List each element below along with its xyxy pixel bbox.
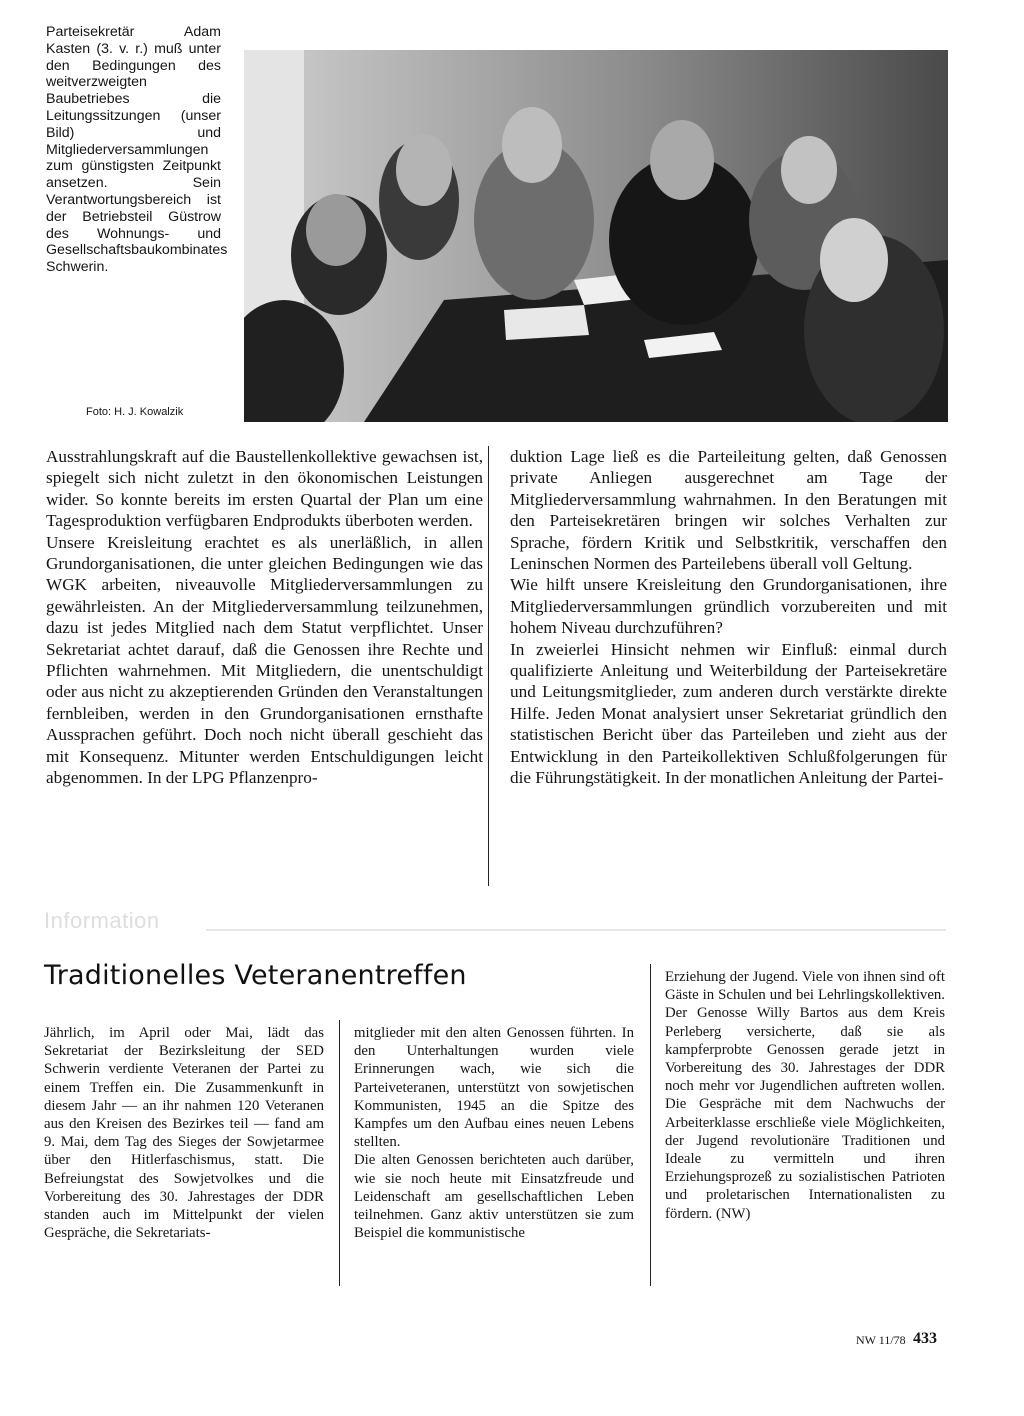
photo-credit: Foto: H. J. Kowalzik (86, 406, 184, 418)
photo-caption: Parteisekretär Adam Kasten (3. v. r.) muß unter den Bedingungen des weitverzweigten Baubetriebes die Leitungssitzungen (unser Bild) und Mitgliederversammlungen zum günstigsten Zeitpunkt ansetzen. Sein Verantwortungsbereich ist der Betriebsteil Güstrow des Wohnungs- und Gesellschaftsbaukombinates Schwerin. (46, 24, 228, 276)
article1-column-1 (46, 446, 483, 789)
paragraph: Jährlich, im April oder Mai, lädt das Sekretariat der Bezirksleitung der SED Schwerin verdiente Veteranen der Partei zu einem Treffen ein. Die Zusammenkunft in diesem Jahr — an ihr nahmen 120 Veteranen aus den Kreisen des Bezirkes teil — fand am 9. Mai, dem Tag des Sieges der Sowjetarmee über den Hitlerfaschismus, statt. Die Befreiungstat des Sowjetvolkes und die Vorbereitung des 30. Jahrestages der DDR standen auch im Mittelpunkt der vielen Gespräche, die Sekretariats- (44, 1025, 324, 1242)
article2-column-1 (44, 1024, 324, 1242)
column-divider (339, 1020, 340, 1286)
article2-column-2 (354, 1024, 634, 1242)
column-divider (650, 964, 651, 1286)
page-number: 433 (913, 1330, 937, 1347)
article1-column-2 (510, 446, 947, 789)
article2-column-3 (665, 968, 945, 1223)
meeting-photo (244, 50, 948, 422)
paragraph: Erziehung der Jugend. Viele von ihnen sind oft Gäste in Schulen und bei Lehrlingskollektiven. Der Genosse Willy Bartos aus dem Kreis Perleberg versicherte, daß sie als kampferprobte Genossen gerade jetzt in Vorbereitung des 30. Jahrestages der DDR noch mehr vor Jugendlichen auftreten wollen. Die Gespräche mit dem Nachwuchs der Arbeiterklasse erschließe viele Möglichkeiten, der Jugend revolutionäre Traditionen und Ideale zu vermitteln und ihren Erziehungsprozeß zu sozialistischen Patrioten und proletarischen Internationalisten zu fördern. (NW) (665, 969, 945, 1222)
paragraph: duktion Lage ließ es die Parteileitung gelten, daß Genossen private Anliegen ausgerechnet am Tage der Mitgliederversammlung wahrnahmen. In den Beratungen mit den Parteisekretären bringen wir solches Verhalten zur Sprache, fördern Kritik und Selbstkritik, verschaffen den Leninschen Normen des Parteilebens überall voll Geltung. (510, 447, 947, 574)
section-label: Information (44, 908, 160, 933)
meeting-photo-image (244, 50, 948, 422)
paragraph: mitglieder mit den alten Genossen führten. In den Unterhaltungen wurden viele Erinnerungen wach, wie sich die Parteiveteranen, unterstützt von sowjetischen Kommunisten, 1945 an die Spitze des Kampfes um den Aufbau eines neuen Lebens stellten. (354, 1025, 634, 1151)
paragraph: Die alten Genossen berichteten auch darüber, wie sie noch heute mit Einsatzfreude und Leidenschaft am gesellschaftlichen Leben teilnehmen. Ganz aktiv unterstützen sie zum Beispiel die kommunistische (354, 1152, 634, 1242)
paragraph: Wie hilft unsere Kreisleitung den Grundorganisationen, ihre Mitgliederversammlungen gründlich vorzubereiten und mit hohem Niveau durchzuführen? (510, 575, 947, 638)
paragraph: Ausstrahlungskraft auf die Baustellenkollektive gewachsen ist, spiegelt sich nicht zuletzt in den ökonomischen Leistungen wider. So konnte bereits im ersten Quartal der Plan um eine Tagesproduktion verfügbaren Endprodukts überboten werden. (46, 447, 483, 531)
column-divider (488, 446, 489, 886)
article2-headline: Traditionelles Veteranentreffen (44, 960, 467, 991)
paragraph: In zweierlei Hinsicht nehmen wir Einfluß: einmal durch qualifizierte Anleitung und Weiterbildung der Parteisekretäre und Leitungsmitglieder, zum anderen durch verstärkte direkte Hilfe. Jeden Monat analysiert unser Sekretariat gründlich den statistischen Bericht über das Parteileben und zieht aus der Entwicklung in den Parteikollektiven Schlußfolgerungen für die Führungstätigkeit. In der monatlichen Anleitung der Partei- (510, 639, 947, 788)
issue-label: NW 11/78 (856, 1333, 906, 1347)
section-rule (206, 929, 946, 931)
paragraph: Unsere Kreisleitung erachtet es als unerläßlich, in allen Grundorganisationen, die unter gleichen Bedingungen wie das WGK arbeiten, niveauvolle Mitgliederversammlungen zu gewährleisten. An der Mitgliederversammlung teilzunehmen, dazu ist jedes Mitglied nach dem Statut verpflichtet. Unser Sekretariat achtet darauf, daß die Genossen ihre Rechte und Pflichten wahrnehmen. Mit Mitgliedern, die unentschuldigt oder aus nicht zu akzeptierenden Gründen den Veranstaltungen fernbleiben, werden in den Grundorganisationen ernsthafte Aussprachen geführt. Doch noch nicht überall geschieht das mit Konsequenz. Mitunter werden Entschuldigungen leicht abgenommen. In der LPG Pflanzenpro- (46, 532, 483, 788)
